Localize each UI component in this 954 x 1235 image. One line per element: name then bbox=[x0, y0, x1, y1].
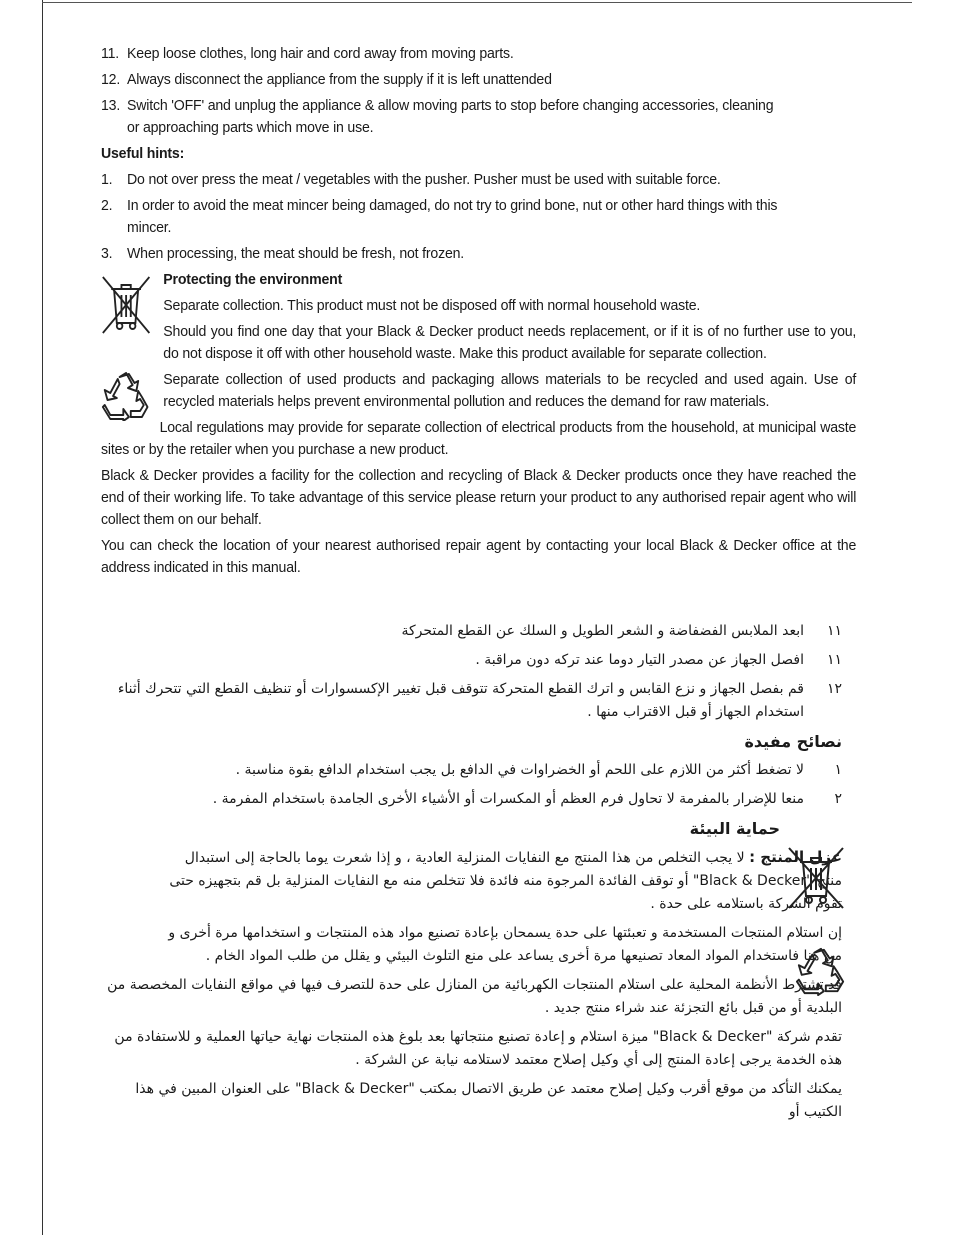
environment-block bbox=[97, 846, 842, 968]
item-text: قم بفصل الجهاز و نزع القابس و اترك القطع المتحركة تتوقف قبل تغيير الإكسسوارات أو تنظيف القطع التي تتحرك أثناء استخدام الجهاز أو قبل الاقتراب منها . bbox=[117, 681, 804, 720]
item-text: In order to avoid the meat mincer being damaged, do not try to grind bone, nut or other hard things with this mincer. bbox=[127, 197, 778, 236]
environment-block bbox=[101, 269, 856, 413]
item-text: Always disconnect the appliance from the supply if it is left unattended bbox=[127, 71, 552, 88]
useful-hints-heading: Useful hints: bbox=[101, 145, 185, 162]
english-section bbox=[101, 43, 856, 579]
environment-paragraph: إن استلام المنتجات المستخدمة و تعبئتها على حدة يسمحان بإعادة تصنيع مواد هذه المنتجات و استخدامها مرة أخرى و من هنا فاستخدام المواد المعاد تصنيعها مرة أخرى يساعد على منع التلوث البيئي و يقلل من طلب المواد الخام . bbox=[168, 925, 842, 964]
item-number: 1. bbox=[101, 171, 113, 188]
item-number: 12. bbox=[101, 71, 121, 88]
list-item bbox=[101, 243, 856, 265]
item-number: 11. bbox=[101, 45, 120, 62]
list-item bbox=[97, 620, 842, 643]
list-item bbox=[101, 69, 856, 91]
recycle-icon bbox=[795, 946, 847, 996]
environment-paragraph: Black & Decker provides a facility for the collection and recycling of Black & Decker products once they have reached the end of their working life. To take advantage of this service please return your product to any authorised repair agent who will collect them on our behalf. bbox=[101, 467, 857, 528]
item-number: 2. bbox=[101, 197, 113, 214]
item-number: ١٢ bbox=[826, 681, 842, 697]
page-left-rule bbox=[42, 0, 43, 1235]
environment-paragraph: Local regulations may provide for separate collection of electrical products from the household, at municipal waste sites or by the retailer when you purchase a new product. bbox=[101, 419, 857, 458]
crossed-out-wheelie-bin-icon bbox=[787, 846, 845, 912]
list-item bbox=[101, 95, 856, 139]
environment-paragraph: You can check the location of your nearest authorised repair agent by contacting your local Black & Decker office at the address indicated in this manual. bbox=[101, 537, 857, 576]
item-text: لا تضغط أكثر من اللازم على اللحم أو الخضراوات في الدافع بل يجب استخدام الدافع بقوة مناسبة . bbox=[235, 762, 804, 778]
item-text: منعا للإضرار بالمفرمة لا تحاول فرم العظم أو المكسرات أو الأشياء الأخرى الجامدة باستخدام المفرمة . bbox=[212, 791, 804, 807]
list-item bbox=[97, 649, 842, 672]
environment-heading: حماية البيئة bbox=[689, 819, 780, 838]
arabic-section bbox=[97, 620, 842, 1124]
environment-paragraph: Separate collection of used products and packaging allows materials to be recycled and used again. Use of recycled materials helps prevent environmental pollution and reduces the demand for raw materials. bbox=[163, 371, 857, 410]
item-text: ابعد الملابس الفضفاضة و الشعر الطويل و السلك عن القطع المتحركة bbox=[401, 623, 804, 639]
item-text: When processing, the meat should be fresh, not frozen. bbox=[127, 245, 465, 262]
list-item bbox=[97, 759, 842, 782]
recycle-icon bbox=[101, 371, 151, 421]
item-number: ١١ bbox=[826, 652, 842, 668]
environment-paragraph: Should you find one day that your Black & Decker product needs replacement, or if it is of no further use to you, do not dispose it off with other household waste. Make this product available for separate collection. bbox=[163, 323, 857, 362]
item-text: افصل الجهاز عن مصدر التيار دوما عند تركه دون مراقبة . bbox=[475, 652, 804, 668]
item-number: 3. bbox=[101, 245, 113, 262]
list-item bbox=[101, 43, 856, 65]
environment-paragraph bbox=[159, 846, 842, 916]
environment-lead: عزل المنتج : bbox=[749, 848, 842, 866]
item-text: Keep loose clothes, long hair and cord away from moving parts. bbox=[127, 45, 514, 62]
item-text: Do not over press the meat / vegetables with the pusher. Pusher must be used with suitable force. bbox=[127, 171, 721, 188]
environment-paragraph: قد تشترط الأنظمة المحلية على استلام المنتجات الكهربائية من المنازل على حدة للتصرف فيها في مواقع النفايات المخصصة من البلدية أو من قبل بائع التجزئة عند شراء منتج جديد . bbox=[107, 977, 842, 1016]
item-number: 13. bbox=[101, 97, 121, 114]
item-number: ١١ bbox=[826, 623, 842, 639]
environment-paragraph: Separate collection. This product must not be disposed off with normal household waste. bbox=[163, 297, 701, 314]
list-item bbox=[101, 169, 856, 191]
list-item bbox=[97, 788, 842, 811]
useful-hints-heading: نصائح مفيدة bbox=[744, 732, 842, 751]
item-number: ٢ bbox=[834, 791, 842, 807]
environment-heading: Protecting the environment bbox=[163, 271, 343, 288]
item-text: Switch 'OFF' and unplug the appliance & allow moving parts to stop before changing accessories, cleaning or approaching parts which move in use. bbox=[127, 97, 774, 136]
page-top-rule bbox=[42, 2, 912, 3]
environment-paragraph-text: لا يجب التخلص من هذا المنتج مع النفايات المنزلية العادية ، و إذا شعرت يوما بالحاجة إلى استبدال منتج "Black & Decker" أو توقف الفائدة المرجوة منه فائدة فلا تتخلص منه مع النفايات المنزلية بل قم بتجهيزه حتى تقوم الشركة باستلامه على حدة . bbox=[169, 850, 842, 912]
environment-paragraph: تقدم شركة "Black & Decker" ميزة استلام و إعادة تصنيع منتجاتها بعد بلوغ هذه المنتجات نهاية حياتها العملية و للاستفادة من هذه الخدمة يرجى إعادة المنتج إلى أي وكيل إصلاح معتمد لاستلامه نيابة عن الشركة . bbox=[114, 1029, 842, 1068]
environment-paragraph: يمكنك التأكد من موقع أقرب وكيل إصلاح معتمد عن طريق الاتصال بمكتب "Black & Decker" على العنوان المبين في هذا الكتيب أو bbox=[135, 1081, 842, 1120]
crossed-out-wheelie-bin-icon bbox=[101, 275, 151, 337]
list-item bbox=[101, 195, 856, 239]
item-number: ١ bbox=[834, 762, 842, 778]
list-item bbox=[97, 678, 842, 724]
